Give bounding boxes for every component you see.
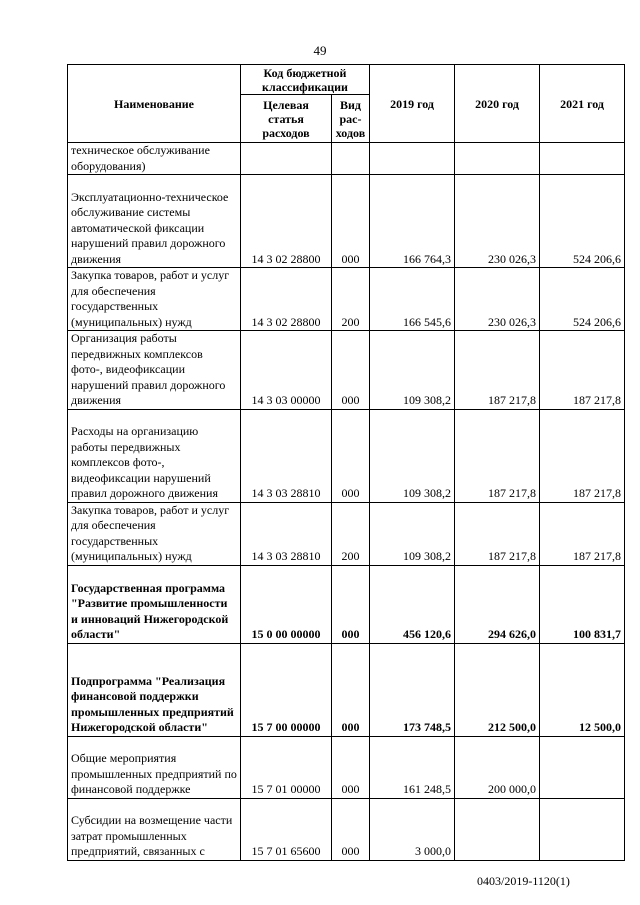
header-code-group: Код бюджетной классификации [241,65,370,95]
row-expense-kind: 000 [332,643,370,736]
row-target-code: 14 3 03 28810 [241,409,332,502]
row-target-code [241,143,332,175]
row-value-2019: 166 545,6 [370,268,455,331]
row-value-2020 [455,798,540,860]
row-value-2020: 294 626,0 [455,565,540,643]
row-value-2019: 166 764,3 [370,175,455,268]
table-row [68,736,625,798]
header-2019: 2019 год [370,65,455,143]
table-row [68,798,625,860]
row-target-code: 14 3 02 28800 [241,175,332,268]
page-number: 49 [313,43,327,58]
row-value-2021: 524 206,6 [540,175,625,268]
row-name: Расходы на организацию работы передвижных комплексов фото-, видеофиксации нарушений правил дорожного движения [68,409,241,502]
row-name: Государственная программа "Развитие промышленности и инноваций Нижегородской области" [68,565,241,643]
header-kind: Вид рас-ходов [332,95,370,143]
row-name: Подпрограмма "Реализация финансовой поддержки промышленных предприятий Нижегородской области" [68,643,241,736]
row-expense-kind: 000 [332,331,370,410]
row-value-2019: 109 308,2 [370,502,455,565]
row-value-2019: 173 748,5 [370,643,455,736]
row-target-code: 15 7 01 00000 [241,736,332,798]
row-value-2019: 109 308,2 [370,331,455,410]
table-row [68,268,625,331]
row-name: техническое обслуживание оборудования) [68,143,241,175]
row-expense-kind [332,143,370,175]
row-expense-kind: 200 [332,502,370,565]
table-row [68,643,625,736]
row-target-code: 14 3 03 00000 [241,331,332,410]
row-value-2021: 187 217,8 [540,502,625,565]
table-row [68,331,625,410]
row-value-2021 [540,736,625,798]
header-2020: 2020 год [455,65,540,143]
row-value-2019: 109 308,2 [370,409,455,502]
row-name: Организация работы передвижных комплексов фото-, видеофиксации нарушений правил дорожного движения [68,331,241,410]
row-expense-kind: 000 [332,736,370,798]
row-value-2020: 187 217,8 [455,409,540,502]
table-row [68,502,625,565]
row-target-code: 15 7 00 00000 [241,643,332,736]
row-name: Закупка товаров, работ и услуг для обеспечения государственных (муниципальных) нужд [68,268,241,331]
row-expense-kind: 000 [332,565,370,643]
row-expense-kind: 200 [332,268,370,331]
row-value-2020: 212 500,0 [455,643,540,736]
row-value-2019: 3 000,0 [370,798,455,860]
row-value-2020: 187 217,8 [455,331,540,410]
row-value-2019: 456 120,6 [370,565,455,643]
row-value-2019: 161 248,5 [370,736,455,798]
row-value-2021: 187 217,8 [540,409,625,502]
row-name: Эксплуатационно-техническое обслуживание системы автоматической фиксации нарушений правил дорожного движения [68,175,241,268]
row-value-2021 [540,798,625,860]
row-expense-kind: 000 [332,798,370,860]
table-row [68,409,625,502]
header-name: Наименование [68,65,241,143]
row-value-2020 [455,143,540,175]
header-2021: 2021 год [540,65,625,143]
document-code: 0403/2019-1120(1) [477,874,570,888]
row-value-2021 [540,143,625,175]
row-name: Субсидии на возмещение части затрат промышленных предприятий, связанных с [68,798,241,860]
table-row [68,565,625,643]
row-target-code: 14 3 03 28810 [241,502,332,565]
row-target-code: 14 3 02 28800 [241,268,332,331]
row-target-code: 15 7 01 65600 [241,798,332,860]
row-value-2019 [370,143,455,175]
row-value-2020: 187 217,8 [455,502,540,565]
row-value-2021: 100 831,7 [540,565,625,643]
row-expense-kind: 000 [332,175,370,268]
row-name: Общие мероприятия промышленных предприятий по финансовой поддержке [68,736,241,798]
row-target-code: 15 0 00 00000 [241,565,332,643]
row-expense-kind: 000 [332,409,370,502]
row-value-2020: 200 000,0 [455,736,540,798]
table-row [68,143,625,175]
row-value-2020: 230 026,3 [455,268,540,331]
table-row [68,175,625,268]
row-value-2021: 524 206,6 [540,268,625,331]
row-value-2021: 187 217,8 [540,331,625,410]
row-value-2021: 12 500,0 [540,643,625,736]
row-name: Закупка товаров, работ и услуг для обеспечения государственных (муниципальных) нужд [68,502,241,565]
row-value-2020: 230 026,3 [455,175,540,268]
header-target: Целевая статья расходов [241,95,332,143]
budget-table [67,64,625,861]
